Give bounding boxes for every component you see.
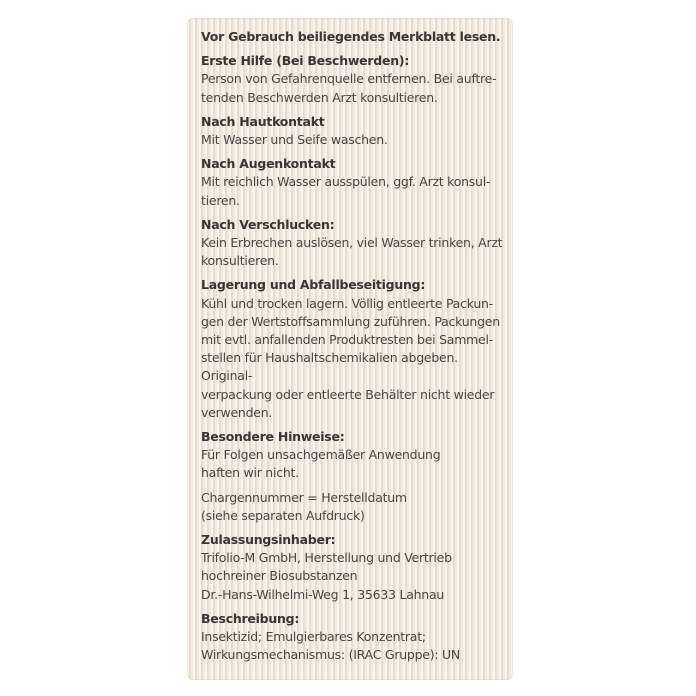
body-line: Kühl und trocken lagern. Völlig entleerte Packun- — [201, 295, 493, 311]
body-line: haften wir nicht. — [201, 465, 299, 481]
section-title: Nach Hautkontakt — [201, 113, 325, 129]
section-storage-disposal — [201, 276, 503, 422]
label-text-block — [201, 28, 503, 671]
section-title: Nach Augenkontakt — [201, 156, 336, 172]
section-skin-contact — [201, 113, 503, 149]
section-title: Erste Hilfe (Bei Beschwerden): — [201, 53, 410, 69]
body-line: Mit Wasser und Seife waschen. — [201, 132, 388, 148]
section-authorization-holder — [201, 531, 503, 604]
body-line: stellen für Haushaltschemikalien abgeben. Original- — [201, 350, 458, 384]
section-description — [201, 610, 503, 665]
body-line: konsultieren. — [201, 253, 279, 269]
body-line: Mit reichlich Wasser ausspülen, ggf. Arzt konsul- — [201, 174, 491, 190]
section-title: Beschreibung: — [201, 610, 300, 626]
body-line: Trifolio-M GmbH, Herstellung und Vertrieb — [201, 550, 452, 566]
body-line: verwenden. — [201, 404, 273, 420]
batch-number-line: Chargennummer = Herstelldatum — [201, 489, 407, 505]
body-line: tenden Beschwerden Arzt konsultieren. — [201, 89, 438, 105]
body-line: Kein Erbrechen auslösen, viel Wasser trinken, Arzt — [201, 235, 503, 251]
intro-instruction: Vor Gebrauch beiliegendes Merkblatt lesen. — [201, 29, 501, 44]
section-eye-contact — [201, 155, 503, 210]
body-line: verpackung oder entleerte Behälter nicht wieder — [201, 386, 495, 402]
batch-number-note: (siehe separaten Aufdruck) — [201, 507, 365, 523]
body-line: Dr.-Hans-Wilhelmi-Weg 1, 35633 Lahnau — [201, 586, 445, 602]
body-line: Person von Gefahrenquelle entfernen. Bei auftre- — [201, 71, 497, 87]
section-title: Nach Verschlucken: — [201, 216, 335, 232]
body-line: gen der Wertstoffsammlung zuführen. Packungen — [201, 313, 500, 329]
body-line: mit evtl. anfallenden Produktresten bei Sammel- — [201, 332, 493, 348]
body-line: hochreiner Biosubstanzen — [201, 568, 358, 584]
body-line: Wirkungsmechanismus: (IRAC Gruppe): UN — [201, 647, 461, 663]
body-line: tieren. — [201, 192, 240, 208]
section-swallowing — [201, 216, 503, 271]
body-line: Insektizid; Emulgierbares Konzentrat; — [201, 629, 426, 645]
section-title: Lagerung und Abfallbeseitigung: — [201, 277, 426, 293]
section-first-aid — [201, 52, 503, 107]
section-special-notes — [201, 428, 503, 525]
section-title: Besondere Hinweise: — [201, 429, 345, 445]
body-line: Für Folgen unsachgemäßer Anwendung — [201, 447, 441, 463]
section-title: Zulassungsinhaber: — [201, 532, 336, 548]
